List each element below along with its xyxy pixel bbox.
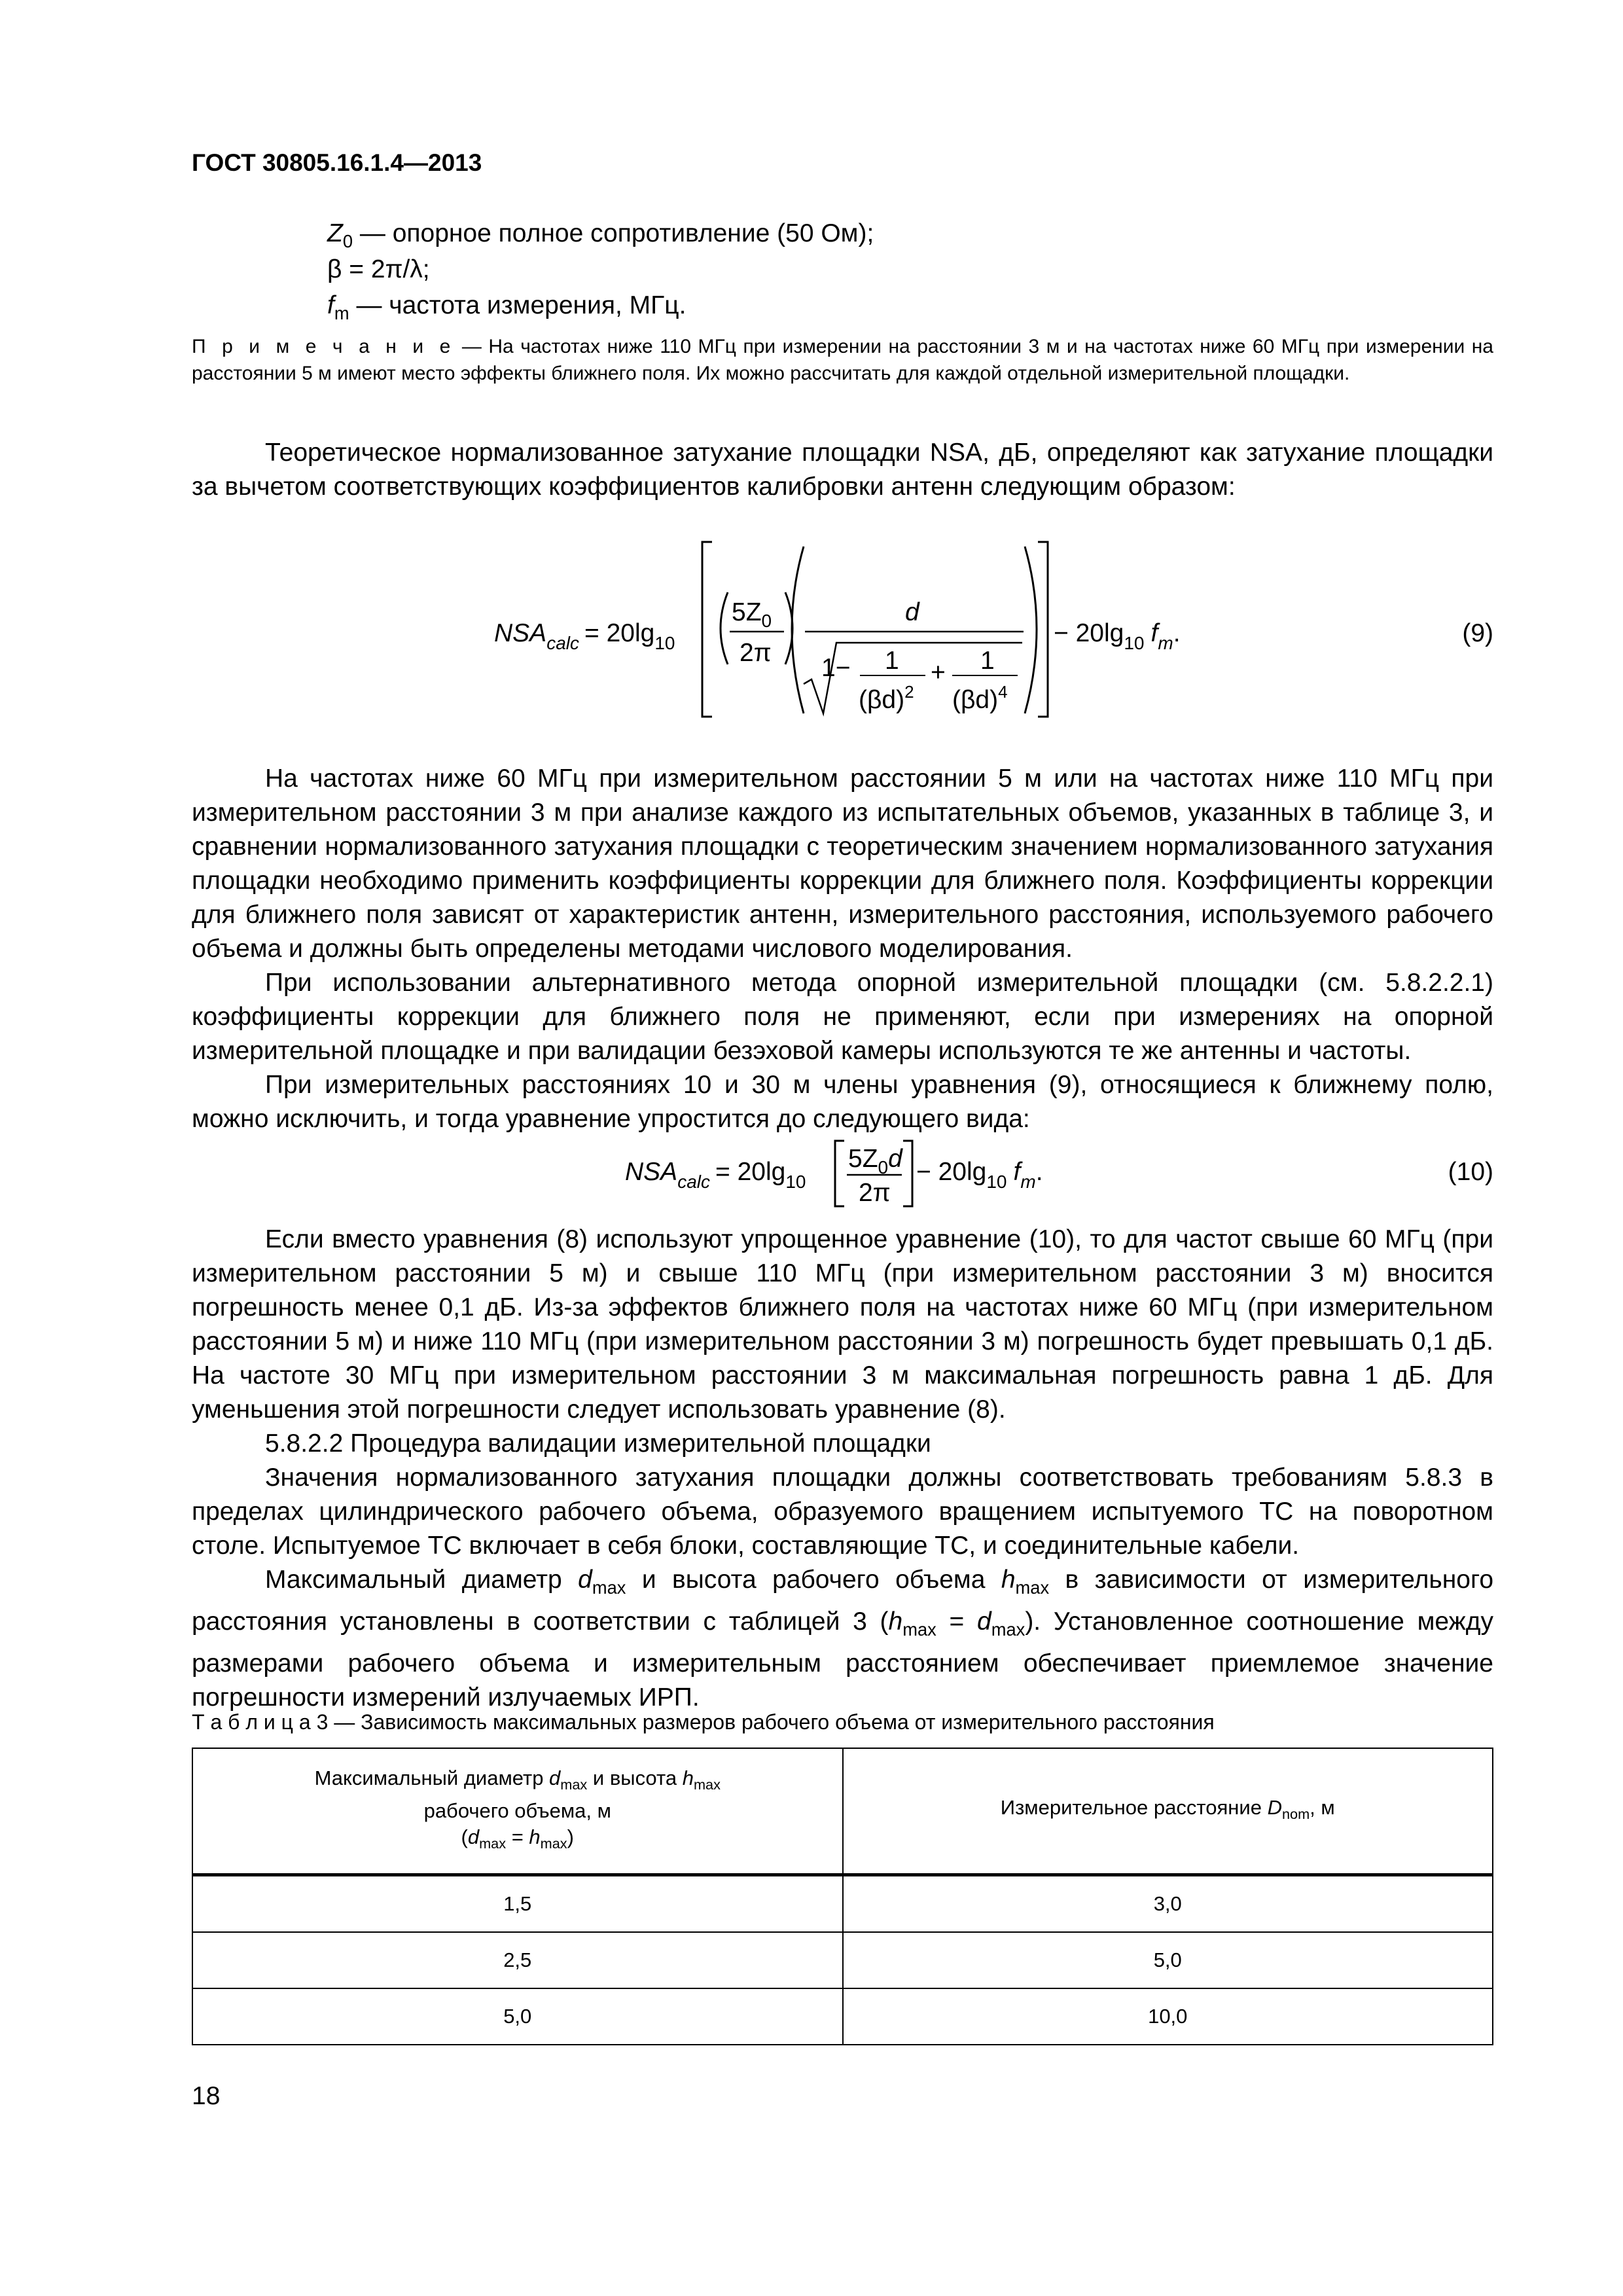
definition-beta: β = 2π/λ; — [327, 255, 430, 283]
table-cell: 1,5 — [192, 1875, 843, 1933]
svg-text:1−: 1− — [821, 654, 851, 682]
paragraph: Теоретическое нормализованное затухание площадки NSA, дБ, определяют как затухание площадки за вычетом соответствующих коэффициентов калибровки антенн следующим образом: — [192, 439, 1493, 501]
table-row — [192, 1988, 1493, 2045]
svg-text:+: + — [931, 658, 946, 687]
table-cell: 5,0 — [843, 1932, 1493, 1988]
paragraph: Максимальный диаметр $d_{max}$ и высота рабочего объема $h_{max}$ в зависимости от измерительного расстояния установлены в соответствии с таблицей 3 $(h_{max} = d_{max})$. Установленное соотношение между размерами рабочего объема и измерительным расстоянием обеспечивает приемлемое значение погрешности измерений излучаемых ИРП. — [192, 1566, 1494, 1712]
svg-text:2π: 2π — [859, 1179, 891, 1207]
table-header-distance: Измерительное расстояние $D_{nom}$, м — [843, 1748, 1493, 1875]
document-header: ГОСТ 30805.16.1.4—2013 — [192, 149, 482, 176]
svg-text:5Z0: $5Z_0$ — [732, 598, 772, 631]
svg-text:NSAcalc= 20lg10: $NSA_{calc} = 20\lg_{10}$ — [625, 1158, 806, 1192]
note: П р и м е ч а н и е — На частотах ниже 110 МГц при измерении на расстоянии 3 м и на частотах ниже 60 МГц при измерении на расстоянии 5 м имеют место эффекты ближнего поля. Их можно рассчитать для каждой отдельной измерительной площадки. — [192, 336, 1493, 384]
table-cell: 3,0 — [843, 1875, 1493, 1933]
svg-text:NSAcalc= 20lg10: $NSA_{calc} = 20\lg_{10}$ — [494, 619, 675, 653]
svg-text:− 20lg10fm.: − $20\lg_{10}$ $f_m$. — [1054, 619, 1181, 653]
svg-text:(10): (10) — [1448, 1158, 1493, 1186]
paragraph: При использовании альтернативного метода опорной измерительной площадки (см. 5.8.2.2.1) коэффициенты коррекции для ближнего поля не применяют, если при измерениях на опорной измерительной площадке и при валидации безэховой камеры используются те же антенны и частоты. — [192, 969, 1493, 1065]
definition-fm: $f_m$ — частота измерения, МГц. — [327, 291, 687, 323]
svg-text:(βd)4: $(\beta d)^4$ — [952, 682, 1008, 714]
table-cell: 5,0 — [192, 1988, 843, 2045]
table-caption: Т а б л и ц а 3 — Зависимость максимальных размеров рабочего объема от измерительного расстояния — [192, 1710, 1215, 1734]
table-cell: 10,0 — [843, 1988, 1493, 2045]
paragraph: Если вместо уравнения (8) используют упрощенное уравнение (10), то для частот свыше 60 МГц (при измерительном расстоянии 5 м) и свыше 110 МГц (при измерительном расстоянии 3 м) вносится погрешность менее 0,1 дБ. Из-за эффектов ближнего поля на частотах ниже 60 МГц (при измерительном расстоянии 5 м) и ниже 110 МГц (при измерительном расстоянии 3 м) погрешность будет превышать 0,1 дБ. На частоте 30 МГц при измерительном расстоянии 3 м максимальная погрешность равна 1 дБ. Для уменьшения этой погрешности следует использовать уравнение (8). — [192, 1225, 1493, 1424]
svg-text:d: d — [905, 598, 919, 626]
definition-z0: $Z_0$ — опорное полное сопротивление (50 Ом); — [327, 219, 874, 251]
svg-text:5Z0d: $5Z_0d$ — [848, 1145, 902, 1177]
table-row — [192, 1932, 1493, 1988]
table-header-diameter: Максимальный диаметр $d_{max}$ и высота $h_{max}$ рабочего объема, м $(d_{max} = h_{max})$ — [192, 1748, 843, 1875]
paragraph: При измерительных расстояниях 10 и 30 м члены уравнения (9), относящиеся к ближнему полю, можно исключить, и тогда уравнение упростится до следующего вида: — [192, 1071, 1493, 1133]
svg-text:(βd)2: $(\beta d)^2$ — [859, 682, 914, 714]
equation-10 — [0, 1136, 1623, 1214]
svg-text:(9): (9) — [1462, 619, 1493, 647]
equation-9 — [0, 524, 1623, 740]
paragraph: Значения нормализованного затухания площадки должны соответствовать требованиям 5.8.3 в пределах цилиндрического рабочего объема, образуемого вращением испытуемого ТС на поворотном столе. Испытуемое ТС включает в себя блоки, составляющие ТС, и соединительные кабели. — [192, 1463, 1493, 1560]
table-3 — [192, 1748, 1493, 2045]
svg-text:− 20lg10fm.: − $20\lg_{10}$ $f_m$. — [916, 1158, 1043, 1192]
svg-text:1: 1 — [980, 647, 995, 675]
section-heading: 5.8.2.2 Процедура валидации измерительной площадки — [265, 1429, 931, 1458]
svg-text:1: 1 — [885, 647, 899, 675]
page-number: 18 — [192, 2082, 221, 2110]
svg-text:2π: 2π — [740, 639, 772, 667]
table-cell: 2,5 — [192, 1932, 843, 1988]
table-row — [192, 1875, 1493, 1933]
paragraph: На частотах ниже 60 МГц при измерительном расстоянии 5 м или на частотах ниже 110 МГц при измерительном расстоянии 3 м при анализе каждого из испытательных объемов, указанных в таблице 3, и сравнении нормализованного затухания площадки с теоретическим значением нормализованного затухания площадки необходимо применить коэффициенты коррекции для ближнего поля. Коэффициенты коррекции для ближнего поля зависят от характеристик антенн, измерительного расстояния, используемого рабочего объема и должны быть определены методами числового моделирования. — [192, 764, 1493, 963]
